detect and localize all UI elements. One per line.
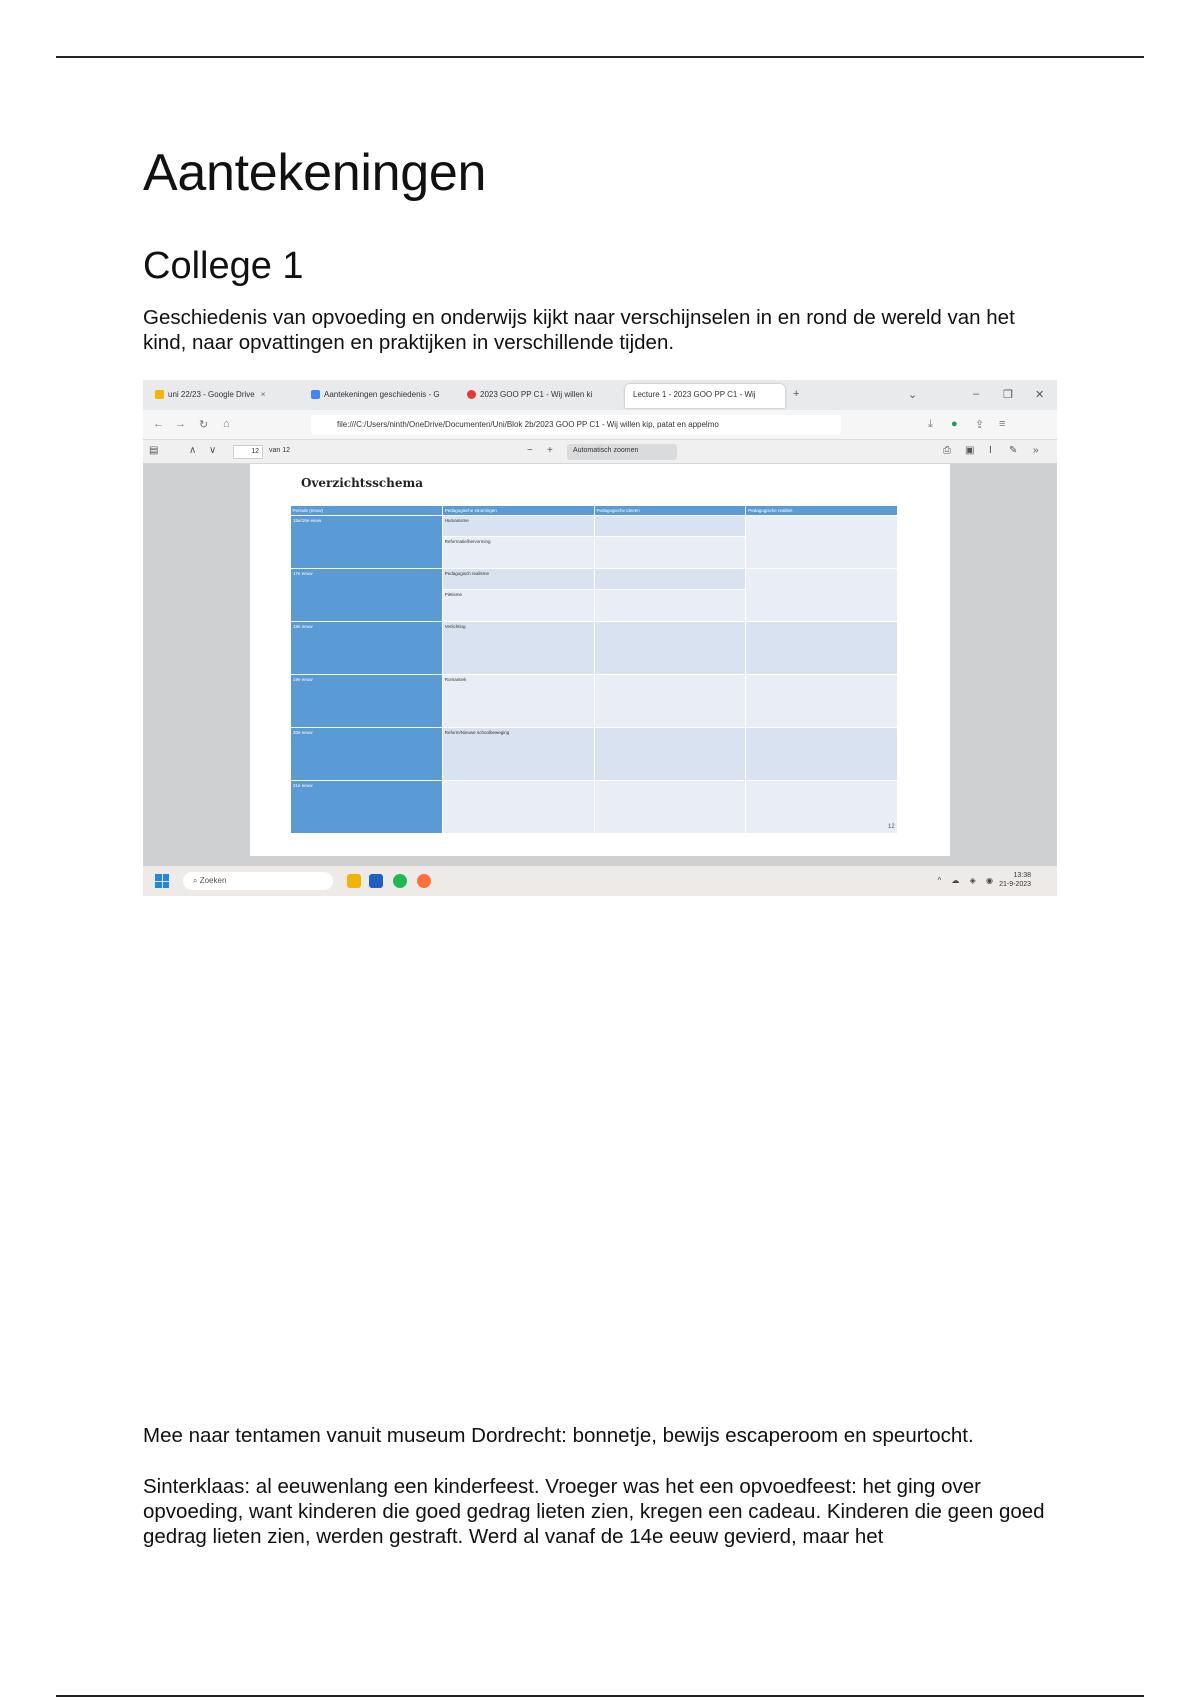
table-row [291,621,898,674]
pdf-page [250,464,950,856]
print-icon[interactable]: ⎙ [943,445,951,456]
page-number-input[interactable]: 12 [233,445,263,459]
period-cell: 18e eeuw [291,621,443,674]
page-count: van 12 [269,447,291,454]
spotify-icon[interactable] [393,874,407,888]
stroming-cell: Reform/Nieuwe schoolbeweging [442,727,594,780]
period-cell: 19e eeuw [291,674,443,727]
stroming-cell: Verlichting [442,621,594,674]
firefox-icon[interactable] [417,874,431,888]
period-cell: 15e/16e eeuw [291,515,443,568]
minimize-icon[interactable]: – [973,388,980,400]
paragraph-museum: Mee naar tentamen vanuit museum Dordrecht: bonnetje, bewijs escaperoom en speurtocht. [143,1424,974,1447]
period-cell: 20e eeuw [291,727,443,780]
stroming-cell: Piëtisme [442,589,594,621]
stroming-cell: Humanisme [442,515,594,536]
stroming-cell: Reformatie/hervorming [442,536,594,568]
table-row [291,568,898,589]
search-placeholder: Zoeken [199,876,227,885]
document-title: Aantekeningen [143,144,487,202]
extension-icon[interactable]: ● [951,418,958,430]
url-field[interactable]: file:///C:/Users/ninth/OneDrive/Documenten/Uni/Blok 2b/2023 GOO PP C1 - Wij willen kip, patat en appelmo [311,415,841,435]
next-page-icon[interactable]: ∨ [209,445,217,456]
draw-icon[interactable]: ✎ [1009,445,1018,456]
prev-page-icon[interactable]: ∧ [189,445,197,456]
footer-rule [56,1695,1144,1697]
drive-icon [155,390,164,399]
tab-label: Lecture 1 - 2023 GOO PP C1 - Wij [633,390,756,399]
pdf-page-title: Overzichtsschema [301,476,423,490]
table-row [291,674,898,727]
maximize-icon[interactable]: ❐ [1003,389,1013,401]
zoom-in-button[interactable]: + [547,445,553,456]
pdf-icon [467,390,476,399]
close-icon[interactable]: × [260,390,266,399]
section-heading: College 1 [143,245,304,287]
browser-tab[interactable] [303,384,453,408]
pdf-page-number: 12 [888,824,895,830]
header-rule [56,56,1144,58]
clock-date: 21-9-2023 [999,881,1031,888]
taskbar-search[interactable]: ⌕ Zoeken [183,872,333,890]
word-icon[interactable] [369,874,383,888]
windows-start-icon[interactable] [155,874,169,888]
table-header: Pedagogische stromingen [442,506,594,515]
browser-tab[interactable] [147,384,297,408]
table-row [291,780,898,833]
table-row [291,727,898,780]
period-cell: 21e eeuw [291,780,443,833]
docs-icon [311,390,320,399]
table-header: Pedagogische realiteit [746,506,898,515]
save-icon[interactable]: ▣ [965,445,975,456]
tab-label: Aantekeningen geschiedenis - G [324,390,440,399]
embedded-screenshot [143,380,1057,896]
clock-time: 13:38 [1013,872,1031,879]
overview-table [290,506,898,834]
download-icon[interactable]: ⤓ [928,418,933,430]
address-bar [143,410,1057,440]
paragraph-sinterklaas: Sinterklaas: al eeuwenlang een kinderfeest. Vroeger was het een opvoedfeest: het ging over opvoeding, want kinderen die goed gedrag lieten zien, kregen een cadeau. Kinderen die geen goed gedrag lieten zien, werden gestraft. Werd al vanaf de 14e eeuw gevierd, maar het [143,1475,1045,1548]
browser-tab[interactable] [459,384,609,408]
chevron-down-icon[interactable]: ⌄ [908,389,918,401]
home-icon[interactable]: ⌂ [223,418,230,430]
menu-icon[interactable]: ≡ [999,418,1006,430]
sidebar-toggle-icon[interactable]: ▤ [149,445,159,456]
zoom-select[interactable]: Automatisch zoomen [567,444,677,460]
browser-tab-active[interactable] [625,384,785,408]
stroming-cell: Pedagogisch realisme [442,568,594,589]
back-icon[interactable]: ← [153,418,164,430]
paragraph-intro: Geschiedenis van opvoeding en onderwijs kijkt naar verschijnselen in en rond de wereld van het kind, naar opvattingen en praktijken in verschillende tijden. [143,306,1015,354]
tab-label: uni 22/23 - Google Drive [168,390,255,399]
zoom-out-button[interactable]: − [527,445,533,456]
more-tools-icon[interactable]: » [1033,445,1039,456]
text-tool-icon[interactable]: I [989,445,992,456]
forward-icon[interactable]: → [175,418,186,430]
pdf-toolbar [143,440,1057,464]
new-tab-icon[interactable]: + [793,388,800,400]
reload-icon[interactable]: ↻ [199,419,209,431]
taskbar [143,866,1057,896]
file-explorer-icon[interactable] [347,874,361,888]
table-header: Periode (eeuw) [291,506,443,515]
close-window-icon[interactable]: ✕ [1035,389,1045,401]
tab-label: 2023 GOO PP C1 - Wij willen ki [480,390,593,399]
share-icon[interactable]: ⇪ [975,419,985,431]
table-row [291,515,898,536]
browser-tab-bar [143,380,1057,410]
taskbar-clock[interactable] [999,871,1031,889]
stroming-cell: Romantiek [442,674,594,727]
table-header: Pedagogische ideeën [594,506,746,515]
system-tray[interactable]: ^ ☁ ◈ ◉ [937,876,997,885]
period-cell: 17e eeuw [291,568,443,621]
